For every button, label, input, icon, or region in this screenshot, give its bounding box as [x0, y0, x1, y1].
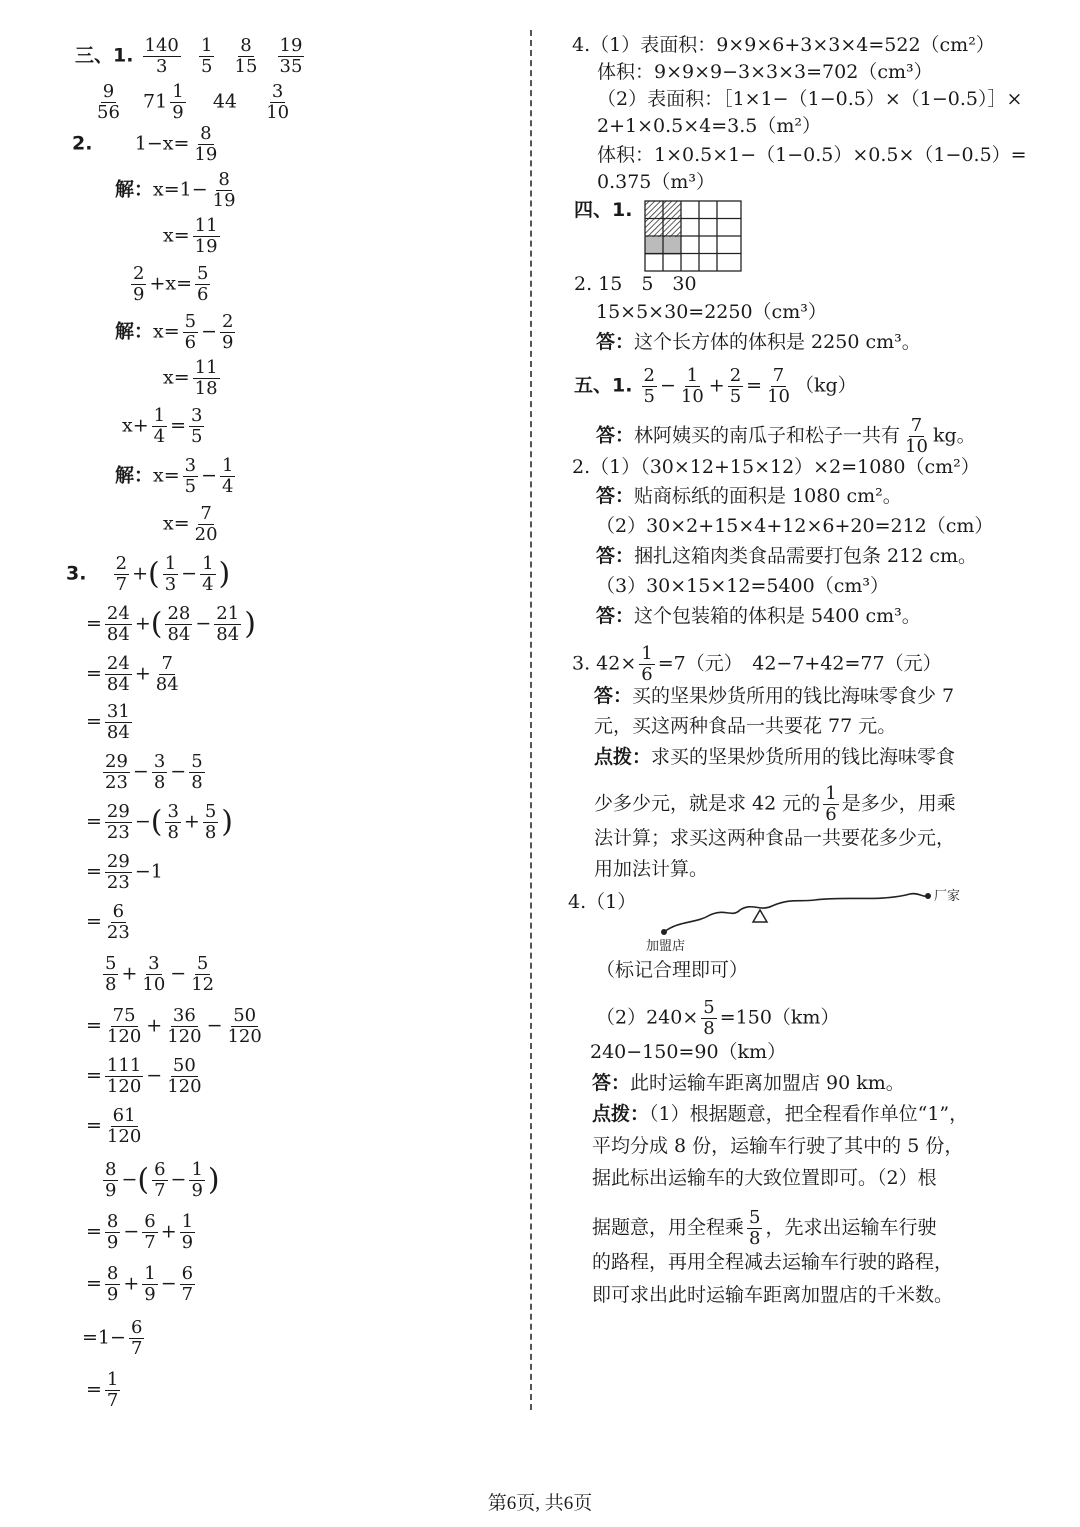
s5-p3: 3. 42× $\frac{1}{6}$ =7（元） 42−7+42=77（元） [572, 643, 942, 685]
route-map-figure [640, 880, 980, 956]
fraction: $\frac{3}{8}$ [167, 801, 179, 843]
fraction: $\frac{50}{120}$ [227, 1005, 262, 1047]
problem-3c: $\frac{5}{8}$ + $\frac{3}{10}$ − $\frac{5}{12}$ [105, 953, 215, 995]
problem-3c-step1: = $\frac{75}{120}$ + $\frac{36}{120}$ − $\frac{50}{120}$ [86, 1005, 262, 1047]
fraction: $\frac{11}{18}$ [194, 357, 218, 399]
problem-3d-step1: = $\frac{8}{9}$ − $\frac{6}{7}$ + $\frac{1}{9}$ [86, 1211, 194, 1253]
s5-p4-answer: 答：此时运输车距离加盟店 90 km。 [592, 1072, 905, 1094]
q4-line3: （2）表面积：［1×1−（1−0.5）×（1−0.5）］× [597, 88, 1023, 110]
fraction: $\frac{1}{9}$ [181, 1211, 194, 1253]
fraction: $\frac{8}{19}$ [212, 169, 236, 211]
s5-p3-tip-1: 点拨：求买的坚果炒货所用的钱比海味零食 [594, 746, 956, 768]
fraction: $\frac{5}{8}$ [204, 801, 217, 843]
fraction: $\frac{1}{4}$ [153, 405, 166, 447]
fraction: $\frac{28}{84}$ [167, 603, 191, 645]
section-4-label: 四、1. [574, 199, 633, 221]
s5-p2-2-answer: 答：捆扎这箱肉类食品需要打包条 212 cm。 [596, 545, 978, 567]
shaded-grid-figure [644, 200, 742, 272]
fraction: $\frac{6}{23}$ [106, 901, 130, 943]
fraction: $\frac{6}{7}$ [144, 1211, 156, 1253]
fraction: $\frac{1}{4}$ [222, 455, 234, 497]
q4-line1: 4.（1）表面积：9×9×6+3×3×4=522（cm²） [572, 34, 995, 56]
section-3-item-1-row2: $\frac{9}{56}$ 71 $\frac{1}{9}$ 44 $\frac{3}{10}$ [97, 81, 290, 123]
problem-2-eq3: x+ $\frac{1}{4}$ = $\frac{3}{5}$ [122, 405, 203, 447]
fraction: $\frac{1}{10}$ [680, 365, 704, 407]
fraction: $\frac{6}{7}$ [154, 1159, 166, 1201]
problem-3a: 3. $\frac{2}{7}$ +( $\frac{1}{3}$ − $\frac{1}{4}$ ) [66, 553, 231, 595]
fraction: $\frac{7}{10}$ [767, 365, 790, 407]
fraction: $\frac{29}{23}$ [105, 751, 128, 793]
problem-3c-step2: = $\frac{111}{120}$ − $\frac{50}{120}$ [86, 1055, 202, 1097]
s4-calc: 15×5×30=2250（cm³） [596, 301, 827, 323]
map-start-label: 加盟店 [646, 939, 686, 954]
fraction: $\frac{8}{9}$ [106, 1263, 119, 1305]
fraction: $\frac{8}{15}$ [234, 35, 258, 77]
section-3-item-1: 三、1. $\frac{140}{3}$ $\frac{1}{5}$ $\frac{8}{15}$ $\frac{19}{35}$ [75, 35, 303, 77]
fraction: $\frac{5}{6}$ [184, 311, 197, 353]
fraction: $\frac{7}{20}$ [194, 503, 218, 545]
s5-p2-1-answer: 答：贴商标纸的面积是 1080 cm²。 [596, 485, 902, 507]
fraction: $\frac{1}{4}$ [202, 553, 214, 595]
fraction: $\frac{1}{9}$ [191, 1159, 203, 1201]
problem-2-eq1-step1: 解：x=1− $\frac{8}{19}$ [115, 169, 236, 211]
fraction: $\frac{5}{6}$ [197, 263, 209, 305]
fraction: $\frac{75}{120}$ [106, 1005, 142, 1047]
fraction: $\frac{29}{23}$ [106, 851, 130, 893]
problem-3d-step2: = $\frac{8}{9}$ + $\frac{1}{9}$ − $\frac{6}{7}$ [86, 1263, 194, 1305]
s5-p3-tip-3: 法计算；求买这两种食品一共要花多少元， [594, 827, 956, 849]
fraction: $\frac{50}{120}$ [167, 1055, 202, 1097]
fraction: $\frac{24}{84}$ [106, 653, 130, 695]
fraction: $\frac{1}{7}$ [106, 1369, 119, 1411]
s5-p4-note: （标记合理即可） [596, 959, 749, 981]
page-footer: 第6页, 共6页 [487, 1493, 593, 1514]
problem-3b-step2: = $\frac{29}{23}$ −1 [86, 851, 163, 893]
problem-2-eq1-step2: x= $\frac{11}{19}$ [163, 215, 218, 257]
fraction: $\frac{3}{8}$ [153, 751, 166, 793]
problem-3d-step4: = $\frac{1}{7}$ [86, 1369, 119, 1411]
fraction: $\frac{19}{35}$ [279, 35, 303, 77]
fraction: $\frac{6}{7}$ [181, 1263, 194, 1305]
fraction: $\frac{5}{8}$ [105, 953, 117, 995]
fraction: $\frac{1}{9}$ [172, 81, 184, 123]
s5-p4-tip-4: 据题意，用全程乘 $\frac{5}{8}$ ，先求出运输车行驶 [592, 1207, 937, 1249]
s4-answer: 答：这个长方体的体积是 2250 cm³。 [596, 331, 921, 353]
s5-p4-tip-2: 平均分成 8 份，运输车行驶了其中的 5 份， [592, 1135, 964, 1157]
problem-3b-step1: = $\frac{29}{23}$ −( $\frac{3}{8}$ + $\frac{5}{8}$ ) [86, 801, 234, 843]
s5-p2-3: （3）30×15×12=5400（cm³） [596, 575, 890, 597]
q4-line4: 2+1×0.5×4=3.5（m²） [597, 115, 822, 137]
fraction: $\frac{2}{9}$ [133, 263, 145, 305]
fraction: $\frac{5}{8}$ [191, 751, 203, 793]
problem-2-eq3-step2: x= $\frac{7}{20}$ [163, 503, 218, 545]
problem-3c-step3: = $\frac{61}{120}$ [86, 1105, 142, 1147]
fraction: $\frac{11}{19}$ [194, 215, 218, 257]
s5-p4-tip-1: 点拨：（1）根据题意，把全程看作单位“1”， [592, 1103, 969, 1125]
problem-3d: $\frac{8}{9}$ −( $\frac{6}{7}$ − $\frac{1}{9}$ ) [105, 1159, 220, 1201]
problem-2-eq1: 2. 1−x= $\frac{8}{19}$ [72, 123, 218, 165]
fraction: $\frac{29}{23}$ [106, 801, 130, 843]
q4-line6: 0.375（m³） [597, 171, 716, 193]
s5-p4-2: （2）240× $\frac{5}{8}$ =150（km） [596, 997, 840, 1039]
fraction: $\frac{61}{120}$ [106, 1105, 142, 1147]
fraction: $\frac{8}{9}$ [106, 1211, 119, 1253]
fraction: $\frac{2}{5}$ [643, 365, 655, 407]
fraction: $\frac{6}{7}$ [130, 1317, 143, 1359]
fraction: $\frac{5}{8}$ [703, 997, 715, 1039]
fraction: $\frac{3}{10}$ [266, 81, 290, 123]
s5-p4-3: 240−150=90（km） [590, 1041, 787, 1063]
problem-2-eq2: $\frac{2}{9}$ +x= $\frac{5}{6}$ [133, 263, 209, 305]
s5-p3-tip-4: 用加法计算。 [594, 858, 709, 880]
s5-p3-tip-2: 少多少元，就是求 42 元的 $\frac{1}{6}$ 是多少，用乘 [594, 783, 956, 825]
fraction: $\frac{111}{120}$ [106, 1055, 142, 1097]
fraction: $\frac{21}{84}$ [216, 603, 240, 645]
fraction: $\frac{2}{7}$ [115, 553, 128, 595]
fraction: $\frac{7}{84}$ [155, 653, 179, 695]
problem-2-eq2-step1: 解：x= $\frac{5}{6}$ − $\frac{2}{9}$ [115, 311, 234, 353]
q4-line5: 体积：1×0.5×1−（1−0.5）×0.5×（1−0.5）= [597, 144, 1027, 166]
fraction: $\frac{8}{9}$ [105, 1159, 117, 1201]
problem-2-eq3-step1: 解：x= $\frac{3}{5}$ − $\frac{1}{4}$ [115, 455, 234, 497]
s4-p2: 2. 15 5 30 [574, 273, 697, 295]
s5-p3-answer-1: 答：买的坚果炒货所用的钱比海味零食少 7 [594, 685, 955, 707]
problem-3b: $\frac{29}{23}$ − $\frac{3}{8}$ − $\frac{5}{8}$ [105, 751, 203, 793]
fraction: $\frac{24}{84}$ [106, 603, 130, 645]
s5-p1-answer: 答：林阿姨买的南瓜子和松子一共有 $\frac{7}{10}$ kg。 [596, 415, 976, 457]
fraction: $\frac{9}{56}$ [97, 81, 120, 123]
fraction: $\frac{5}{8}$ [749, 1207, 761, 1249]
fraction: $\frac{3}{5}$ [184, 455, 197, 497]
s5-p4-tip-3: 据此标出运输车的大致位置即可。（2）根 [592, 1167, 937, 1189]
problem-2-eq2-step2: x= $\frac{11}{18}$ [163, 357, 218, 399]
fraction: $\frac{2}{5}$ [729, 365, 742, 407]
fraction: $\frac{140}{3}$ [144, 35, 179, 77]
s5-p2-3-answer: 答：这个包装箱的体积是 5400 cm³。 [596, 605, 921, 627]
problem-3a-step3: = $\frac{31}{84}$ [86, 701, 130, 743]
fraction: $\frac{1}{3}$ [164, 553, 177, 595]
fraction: $\frac{3}{10}$ [142, 953, 166, 995]
map-end-label: 厂家 [934, 889, 961, 904]
problem-3a-step1: = $\frac{24}{84}$ +( $\frac{28}{84}$ − $\frac{21}{84}$ ) [86, 603, 256, 645]
fraction: $\frac{1}{9}$ [144, 1263, 156, 1305]
fraction: $\frac{1}{6}$ [641, 643, 653, 685]
fraction: $\frac{31}{84}$ [106, 701, 130, 743]
fraction: $\frac{8}{19}$ [194, 123, 218, 165]
fraction: $\frac{3}{5}$ [191, 405, 203, 447]
problem-3b-step3: = $\frac{6}{23}$ [86, 901, 130, 943]
fraction: $\frac{1}{5}$ [200, 35, 213, 77]
fraction: $\frac{1}{6}$ [825, 783, 837, 825]
s5-p3-answer-2: 元，买这两种食品一共要花 77 元。 [594, 715, 897, 737]
s5-p4-tip-6: 即可求出此时运输车距离加盟店的千米数。 [592, 1284, 954, 1306]
fraction: $\frac{5}{12}$ [191, 953, 215, 995]
s5-p1: 五、1. $\frac{2}{5}$ − $\frac{1}{10}$ + $\frac{2}{5}$ = $\frac{7}{10}$ （kg） [574, 365, 857, 407]
s5-p4-tip-5: 的路程，再用全程减去运输车行驶的路程， [592, 1251, 954, 1273]
problem-3d-step3: =1− $\frac{6}{7}$ [82, 1317, 143, 1359]
s5-p4-label: 4.（1） [568, 891, 637, 913]
s5-p2-1: 2.（1）（30×12+15×12）×2=1080（cm²） [572, 456, 980, 478]
fraction: $\frac{2}{9}$ [222, 311, 234, 353]
s5-p2-2: （2）30×2+15×4+12×6+20=212（cm） [596, 515, 994, 537]
divider [530, 30, 532, 1410]
fraction: $\frac{7}{10}$ [905, 415, 928, 457]
problem-3a-step2: = $\frac{24}{84}$ + $\frac{7}{84}$ [86, 653, 179, 695]
q4-line2: 体积：9×9×9−3×3×3=702（cm³） [597, 61, 933, 83]
fraction: $\frac{36}{120}$ [167, 1005, 202, 1047]
